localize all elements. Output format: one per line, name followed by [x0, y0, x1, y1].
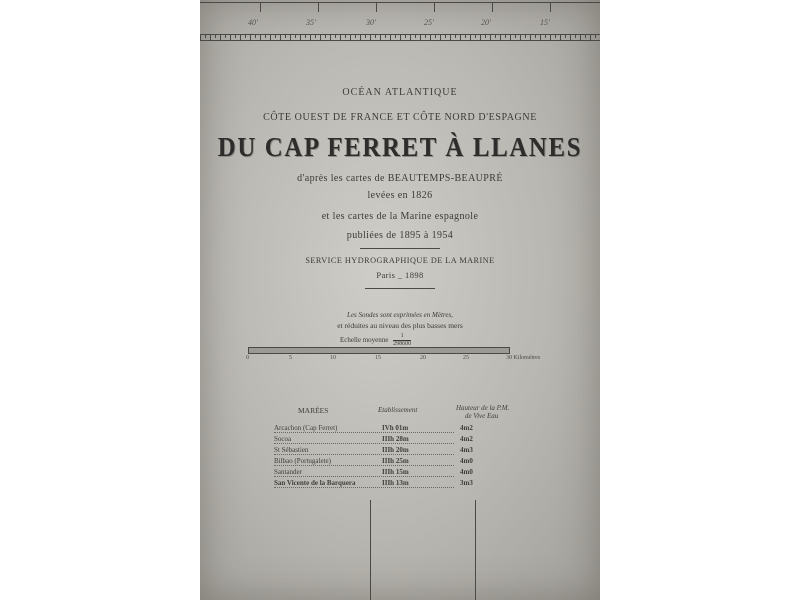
frame-top-tick — [376, 2, 377, 12]
frame-top-tick — [260, 2, 261, 12]
frame-tick — [265, 34, 266, 38]
frame-tick — [405, 34, 406, 38]
frame-tick — [420, 34, 421, 41]
service-name: SERVICE HYDROGRAPHIQUE DE LA MARINE — [305, 256, 495, 265]
meridian-line — [370, 500, 371, 600]
frame-tick — [350, 34, 351, 41]
scale-tick-label: 25 — [463, 355, 469, 361]
frame-tick — [200, 34, 201, 41]
meridian-line — [475, 500, 476, 600]
frame-tick — [250, 34, 251, 41]
frame-tick — [210, 34, 211, 41]
frame-tick — [465, 34, 466, 38]
establishment-header: Etablissement — [378, 406, 418, 414]
scale-tick-label: 5 — [289, 355, 292, 361]
frame-tick — [595, 34, 596, 38]
frame-tick — [530, 34, 531, 41]
tide-height: 4m0 — [460, 457, 473, 465]
frame-tick — [575, 34, 576, 38]
tide-port: Bilbao (Portugalete) — [274, 457, 331, 465]
frame-tick — [545, 34, 546, 38]
frame-tick — [555, 34, 556, 38]
frame-tick — [495, 34, 496, 38]
frame-tick — [455, 34, 456, 38]
source-line: d'après les cartes de BEAUTEMPS-BEAUPRÉ — [297, 173, 503, 184]
frame-tick — [385, 34, 386, 38]
tide-leader-line — [274, 465, 454, 466]
soundings-note: Les Sondes sont exprimées en Mètres, — [347, 311, 453, 319]
frame-tick — [380, 34, 381, 41]
frame-tick — [525, 34, 526, 38]
tide-port: Santander — [274, 468, 302, 476]
scale-tick-label: 20 — [420, 355, 426, 361]
frame-tick — [480, 34, 481, 41]
ocean-heading: OCÉAN ATLANTIQUE — [342, 87, 458, 98]
tide-port: St Sébastien — [274, 446, 309, 454]
frame-tick — [235, 34, 236, 38]
frame-tick — [590, 34, 591, 41]
spanish-source-line: et les cartes de la Marine espagnole — [321, 211, 479, 222]
frame-tick — [445, 34, 446, 38]
frame-tick — [470, 34, 471, 41]
longitude-label: 15' — [540, 18, 550, 27]
survey-year: levées en 1826 — [367, 190, 433, 201]
frame-tick — [335, 34, 336, 38]
frame-tick — [255, 34, 256, 38]
scale-tick-label: 15 — [375, 355, 381, 361]
frame-tick — [425, 34, 426, 38]
frame-tick — [205, 34, 206, 38]
tide-height: 4m2 — [460, 424, 473, 432]
frame-tick — [515, 34, 516, 38]
coast-heading: CÔTE OUEST DE FRANCE ET CÔTE NORD D'ESPAGNE — [263, 112, 537, 123]
frame-tick — [320, 34, 321, 41]
frame-tick — [260, 34, 261, 41]
scale-tick-label: 10 — [330, 355, 336, 361]
frame-tick — [390, 34, 391, 41]
datum-note: et réduites au niveau des plus basses mers — [337, 321, 463, 330]
frame-tick — [535, 34, 536, 38]
tide-height: 4m2 — [460, 435, 473, 443]
frame-tick — [550, 34, 551, 41]
frame-tick — [240, 34, 241, 41]
title-rule — [365, 288, 435, 289]
frame-tick — [485, 34, 486, 38]
scale-bar — [248, 347, 510, 354]
tide-leader-line — [274, 476, 454, 477]
frame-tick — [490, 34, 491, 41]
frame-tick — [215, 34, 216, 38]
frame-tick — [375, 34, 376, 38]
frame-tick — [225, 34, 226, 38]
meridian-line — [370, 35, 371, 41]
frame-tick — [415, 34, 416, 38]
publication-years: publiées de 1895 à 1954 — [346, 230, 454, 241]
scale-unit: 30 Kilomètres — [506, 355, 541, 361]
frame-tick — [315, 34, 316, 38]
scale-tick-label: 0 — [246, 355, 249, 361]
frame-tick — [310, 34, 311, 41]
place-date: Paris _ 1898 — [376, 270, 424, 280]
tide-establishment: IIIh 28m — [382, 435, 409, 443]
tide-height: 4m3 — [460, 446, 473, 454]
frame-tick — [230, 34, 231, 41]
height-header-sub: de Vive Eau — [465, 412, 499, 420]
frame-top-tick — [434, 2, 435, 12]
frame-tick — [270, 34, 271, 41]
longitude-label: 35' — [306, 18, 316, 27]
frame-tick — [285, 34, 286, 38]
frame-tick — [520, 34, 521, 41]
tide-leader-line — [274, 487, 454, 488]
height-header: Hauteur de la P.M. — [456, 404, 510, 412]
tide-port: Socoa — [274, 435, 292, 443]
frame-tick — [395, 34, 396, 38]
frame-tick — [280, 34, 281, 41]
frame-tick — [295, 34, 296, 38]
tide-establishment: IIIh 20m — [382, 446, 409, 454]
frame-tick — [345, 34, 346, 38]
frame-tick — [510, 34, 511, 41]
frame-top-tick — [318, 2, 319, 12]
longitude-label: 20' — [481, 18, 491, 27]
scale-text: Echelle moyenne — [340, 336, 389, 345]
tide-height: 3m3 — [460, 479, 473, 487]
tide-leader-line — [274, 432, 454, 433]
frame-tick — [500, 34, 501, 41]
frame-tick — [275, 34, 276, 38]
frame-tick — [440, 34, 441, 41]
frame-tick — [460, 34, 461, 41]
frame-tick — [435, 34, 436, 38]
frame-tick — [400, 34, 401, 41]
frame-tick — [325, 34, 326, 38]
tide-leader-line — [274, 454, 454, 455]
frame-tick — [290, 34, 291, 41]
frame-tick — [450, 34, 451, 41]
frame-tick — [330, 34, 331, 41]
frame-tick — [475, 34, 476, 38]
frame-tick — [580, 34, 581, 41]
chart-title: DU CAP FERRET À LLANES — [217, 132, 583, 162]
frame-tick — [540, 34, 541, 41]
tide-port: Arcachon (Cap Ferret) — [274, 424, 338, 432]
scale-caption — [340, 333, 411, 348]
scale-numerator: 1 — [393, 333, 411, 341]
frame-tick — [300, 34, 301, 41]
tide-leader-line — [274, 443, 454, 444]
tide-port: San Vicente de la Barquera — [274, 479, 356, 487]
frame-tick — [410, 34, 411, 41]
frame-tick — [570, 34, 571, 41]
tide-establishment: IIIh 13m — [382, 479, 409, 487]
frame-tick — [355, 34, 356, 38]
longitude-label: 30' — [366, 18, 376, 27]
frame-tick — [340, 34, 341, 41]
frame-tick — [505, 34, 506, 38]
longitude-label: 25' — [424, 18, 434, 27]
frame-top-tick — [550, 2, 551, 12]
frame-tick — [360, 34, 361, 41]
frame-tick — [585, 34, 586, 38]
frame-tick — [305, 34, 306, 38]
tide-establishment: IIIh 15m — [382, 468, 409, 476]
scale-denominator: 298600 — [393, 341, 412, 347]
frame-tick — [365, 34, 366, 38]
tides-title: MARÉES — [298, 406, 329, 415]
tide-height: 4m0 — [460, 468, 473, 476]
frame-tick — [565, 34, 566, 38]
frame-tick — [560, 34, 561, 41]
frame-top-tick — [492, 2, 493, 12]
frame-tick — [430, 34, 431, 41]
tide-establishment: IIIh 25m — [382, 457, 409, 465]
frame-tick — [220, 34, 221, 41]
title-divider — [360, 248, 440, 249]
frame-tick — [245, 34, 246, 38]
nautical-chart-sheet — [200, 0, 600, 600]
tide-establishment: IVh 01m — [382, 424, 409, 432]
longitude-label: 40' — [248, 18, 258, 27]
scale-fraction — [393, 333, 411, 348]
